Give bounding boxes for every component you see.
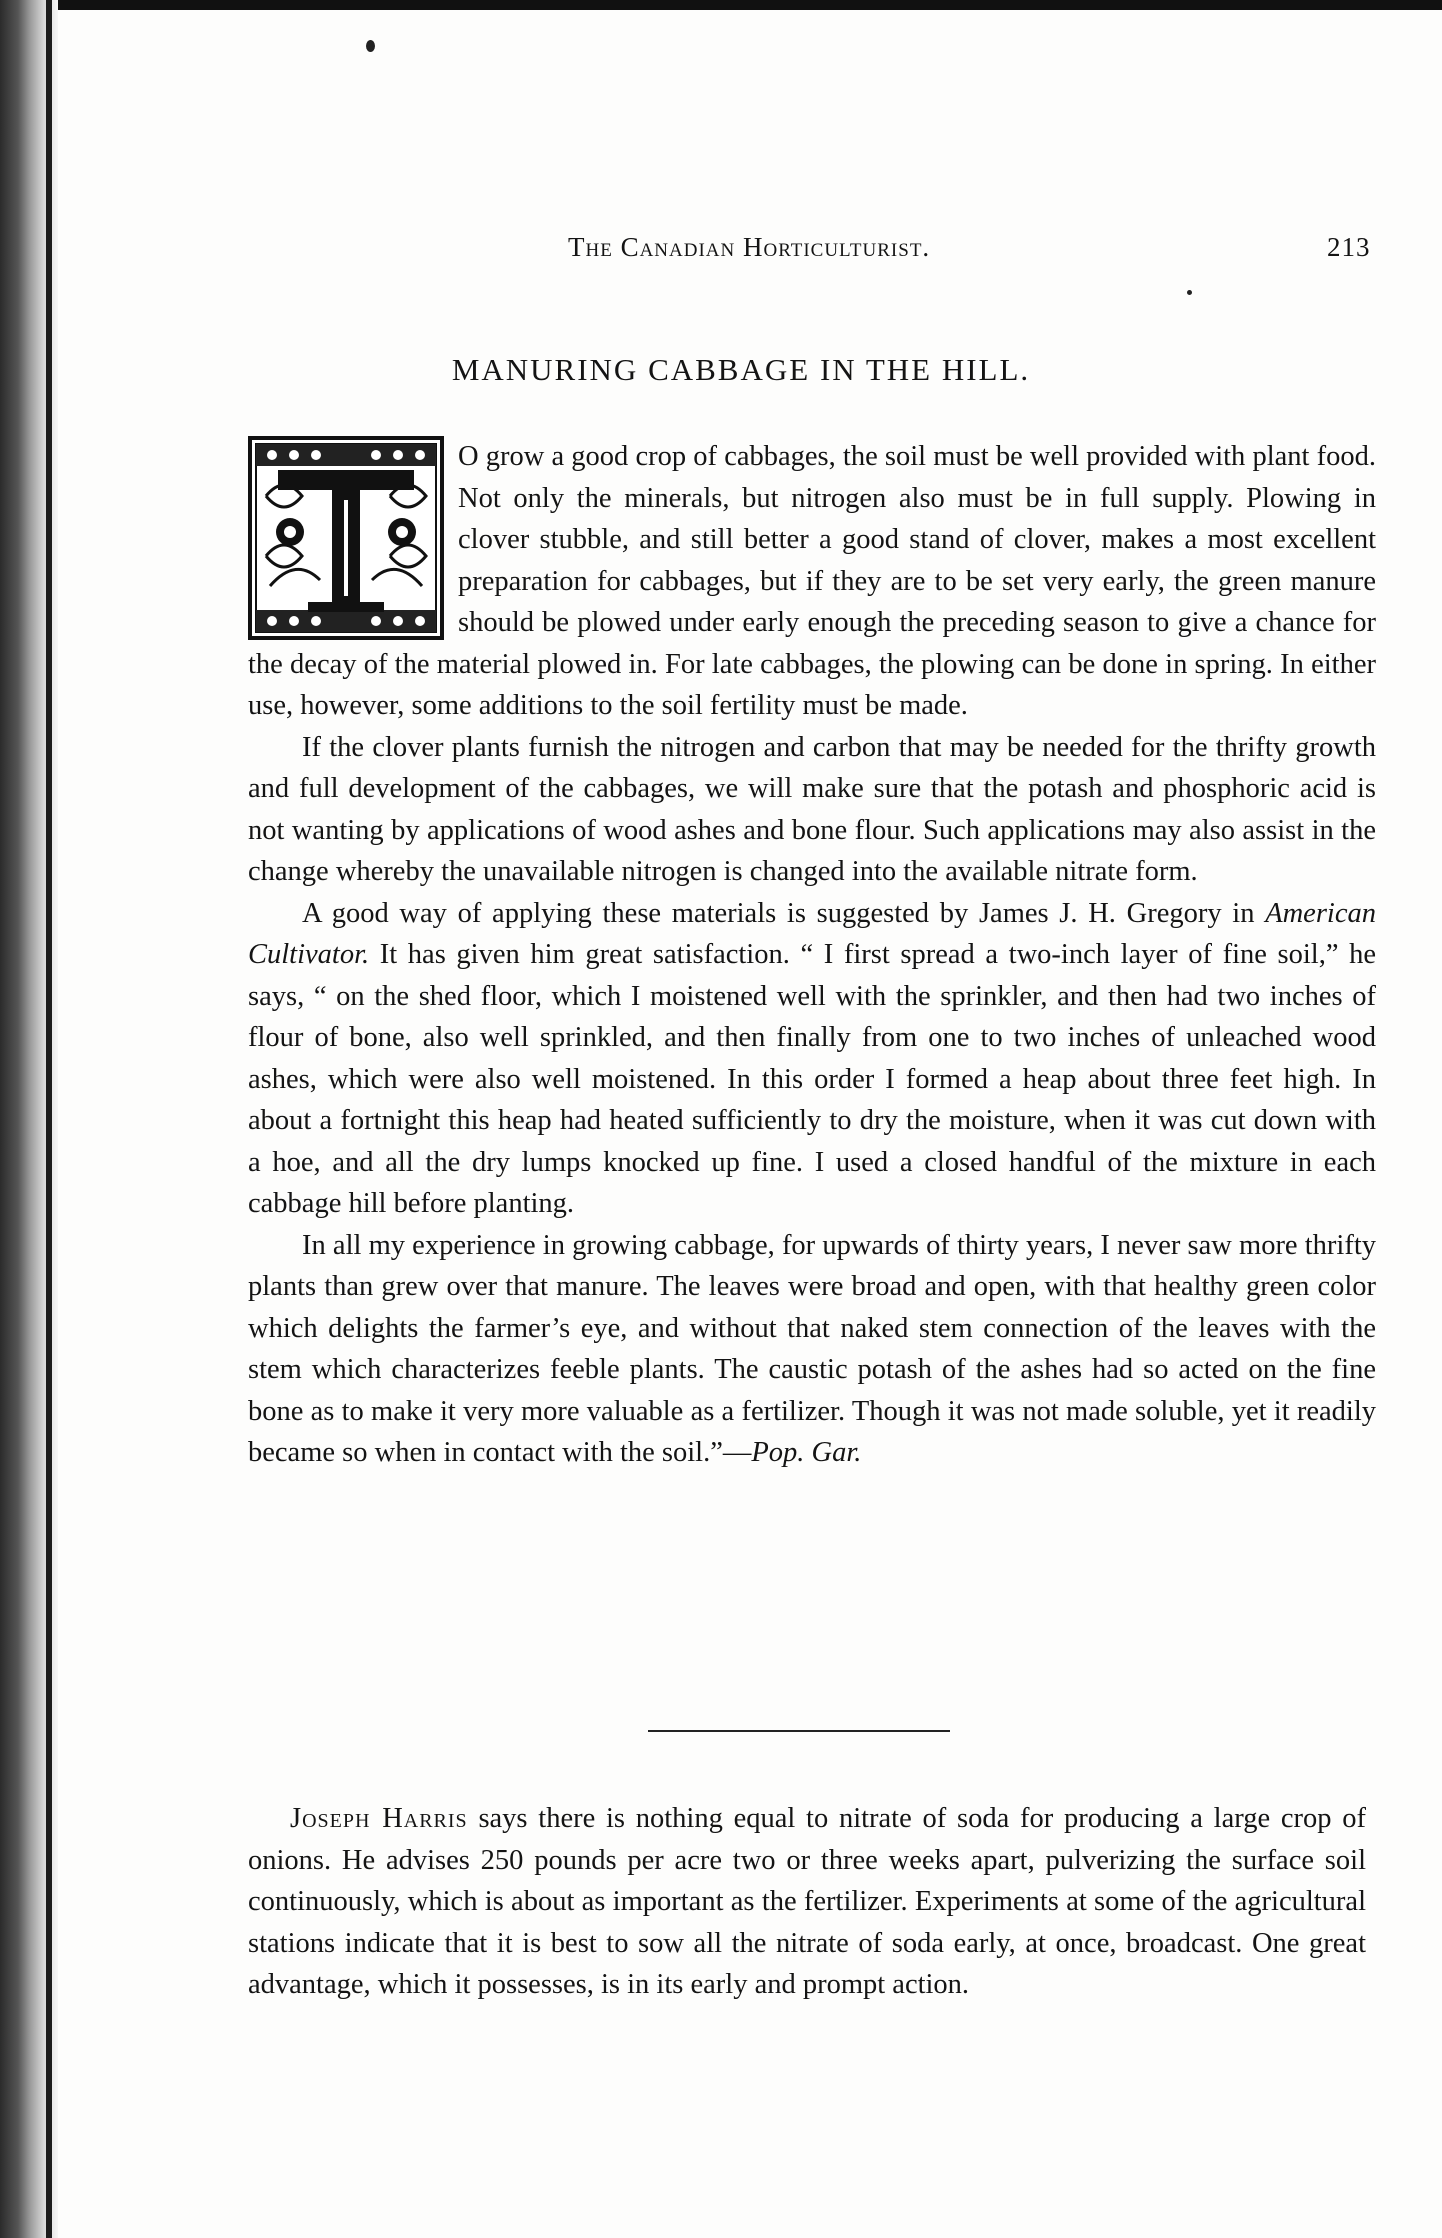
article-title: MANURING CABBAGE IN THE HILL.	[451, 352, 1031, 387]
running-title: The Canadian Horticulturist.	[568, 232, 931, 262]
note-paragraph	[248, 1798, 1366, 2006]
paragraph-1	[248, 436, 1376, 727]
article-body	[248, 436, 1376, 1474]
scan-top-edge	[0, 0, 1442, 10]
paragraph-3-text-b: It has given him great satisfaction. “ I first spread a two-inch layer of fine soil,” he says, “ on the shed floor, which I moistened well with the sprinkler, and then had two inches of flour of bone, also well sprinkled, and then finally from one to two inches of unleached wood ashes, which were also well moistened. In this order I formed a heap about three feet high. In about a fortnight this heap had heated sufficiently to dry the moisture, when it was cut down with a hoe, and all the dry lumps knocked up fine. I used a closed handful of the mixture in each cabbage hill before planting.	[248, 939, 1376, 1219]
paragraph-1-text: O grow a good crop of cabbages, the soil must be well provided with plant food. Not only the minerals, but nitrogen also must be in full supply. Plowing in clover stubble, and still better a good stand of clover, makes a most excellent preparation for cabbages, but if they are to be set very early, the green manure should be plowed under early enough the preceding season to give a chance for the decay of the material plowed in. For late cabbages, the plowing can be done in spring. In either use, however, some additions to the soil fertility must be made.	[248, 441, 1376, 721]
source-publication: American Cultivator.	[248, 897, 1376, 970]
scan-speck	[366, 40, 375, 52]
paragraph-3	[248, 893, 1376, 1225]
running-head	[0, 232, 1442, 272]
scan-speck	[1187, 290, 1192, 295]
scan-binding-line	[46, 0, 52, 2238]
note-text: says there is nothing equal to nitrate of soda for producing a large crop of onions. He advises 250 pounds per acre two or three weeks apart, pulverizing the surface soil continuously, which is about as important as the fertilizer. Experiments at some of the agricultural stations indicate that it is best to sow all the nitrate of soda early, at once, broadcast. One great advantage, which it possesses, is in its early and prompt action.	[248, 1803, 1366, 2000]
note-section	[248, 1798, 1366, 2006]
page-number: 213	[1327, 232, 1371, 262]
paragraph-3-text-a: A good way of applying these materials is suggested by James J. H. Gregory in	[302, 897, 1266, 929]
source-attribution: Pop. Gar.	[751, 1437, 862, 1468]
paragraph-4	[248, 1225, 1376, 1474]
section-separator	[648, 1730, 950, 1732]
paragraph-4-text: In all my experience in growing cabbage, for upwards of thirty years, I never saw more thrifty plants than grew over that manure. The leaves were broad and open, with that healthy green color which delights the farmer’s eye, and without that naked stem connection of the leaves with the stem which characterizes feeble plants. The caustic potash of the ashes had so acted on the fine bone as to make it very more valuable as a fertilizer. Though it was not made soluble, yet it readily became so when in contact with the soil.”—	[248, 1229, 1376, 1468]
note-author: Joseph Harris	[290, 1803, 468, 1834]
paragraph-2: If the clover plants furnish the nitrogen and carbon that may be needed for the thrifty growth and full development of the cabbages, we will make sure that the potash and phosphoric acid is not wanting by applications of wood ashes and bone flour. Such applications may also assist in the change whereby the unavailable nitrogen is changed into the available nitrate form.	[248, 731, 1376, 887]
drop-cap-ornament-icon	[248, 436, 444, 640]
ornamental-drop-cap	[248, 436, 444, 640]
